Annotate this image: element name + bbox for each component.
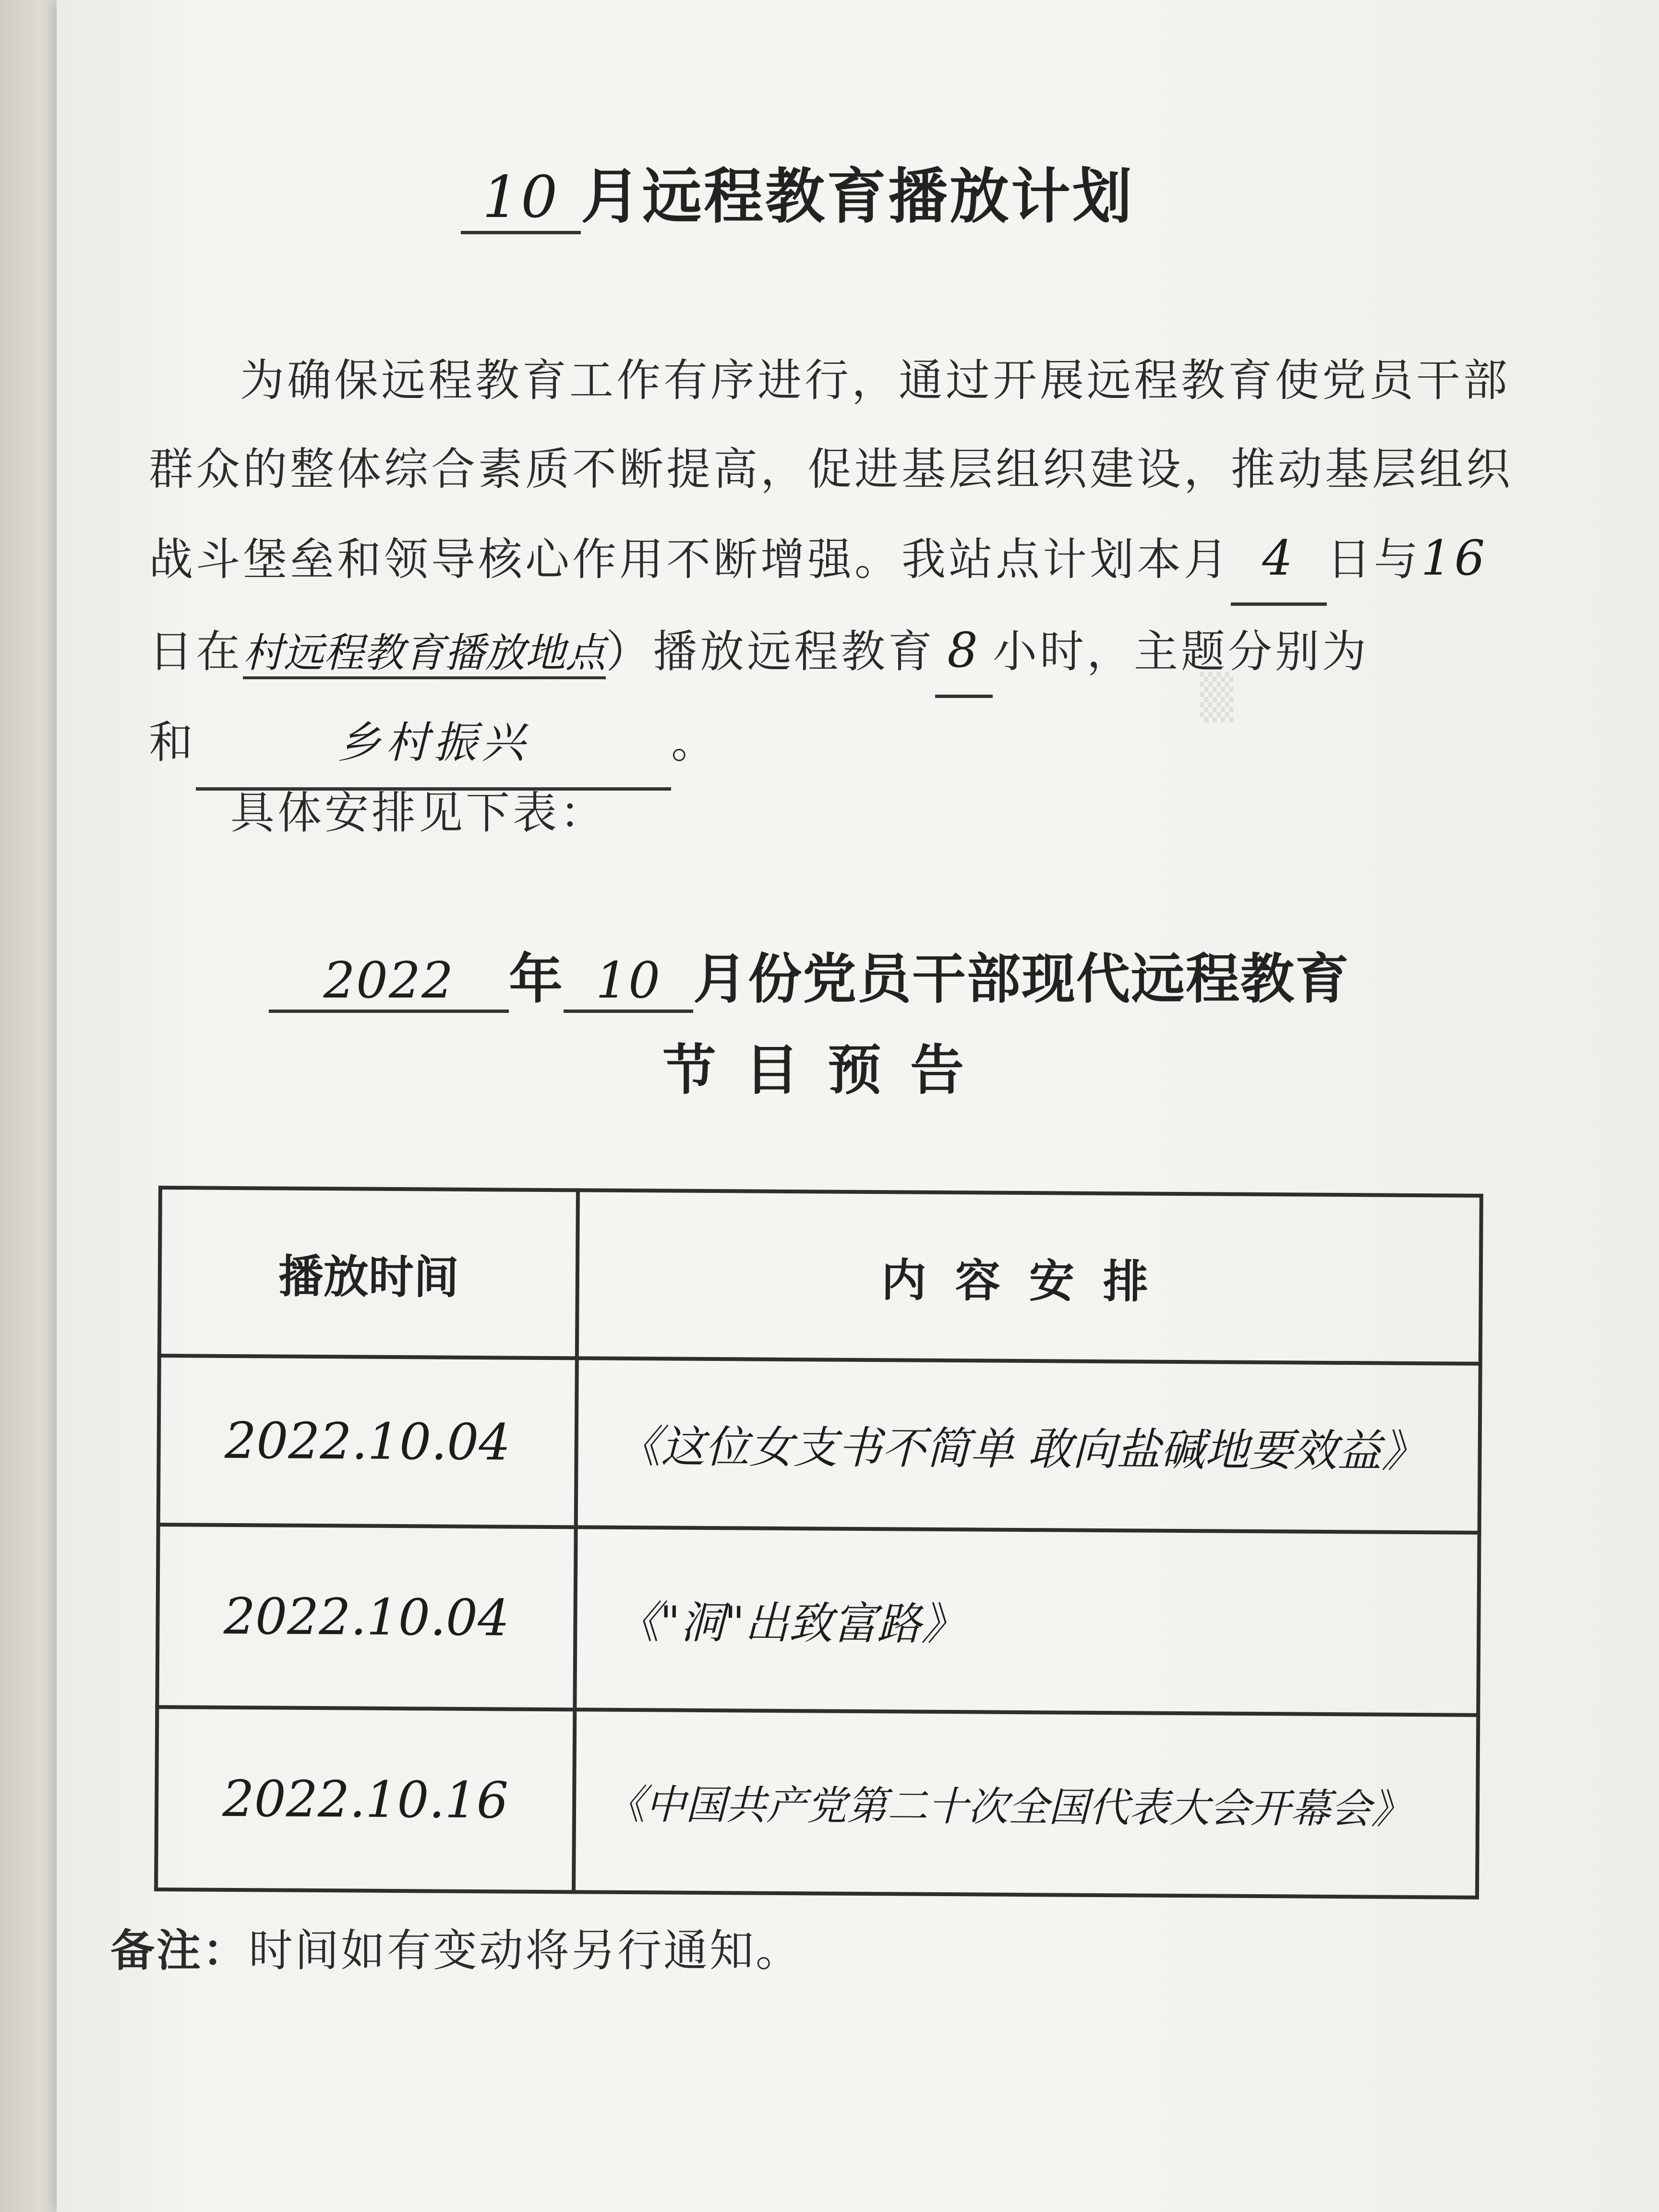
table-row — [157, 1525, 1479, 1715]
para-line-1: 为确保远程教育工作有序进行，通过开展远程教育使党员干部 — [240, 355, 1511, 406]
title-month-blank: 10 — [461, 164, 581, 234]
para-line-2: 群众的整体综合素质不断提高，促进基层组织建设，推动基层组织 — [149, 444, 1514, 495]
row-1-date: 2022.10.04 — [158, 1356, 577, 1527]
remark-label: 备注： — [110, 1925, 249, 1976]
header-broadcast-time: 播放时间 — [159, 1188, 578, 1358]
para-line-4-text: 日在 — [149, 626, 243, 677]
title-suffix: 月远程教育播放计划 — [581, 162, 1134, 231]
para-line-4 — [149, 606, 1512, 698]
table-row — [156, 1707, 1478, 1898]
remark-text: 时间如有变动将另行通知。 — [249, 1925, 802, 1976]
month-suffix: 月份党员干部现代远程教育 — [693, 948, 1350, 1010]
page-title — [461, 149, 1134, 234]
see-table-note: 具体安排见下表： — [230, 787, 607, 839]
book-spine — [0, 0, 57, 2212]
para-line-3 — [149, 514, 1512, 606]
place-handwritten: 村远程教育播放地点 — [243, 629, 606, 679]
row-3-content: 《中国共产党第二十次全国代表大会开幕会》 — [574, 1709, 1478, 1897]
show-through-decoration: ▒ — [1200, 672, 1234, 722]
table-header-row — [159, 1188, 1481, 1364]
theme-blank: 乡村振兴 — [196, 698, 671, 791]
day1-blank: 4 — [1231, 514, 1327, 606]
para-line-3-mid: 日与 — [1327, 534, 1421, 585]
para-line-5 — [149, 698, 1512, 791]
table-row — [158, 1356, 1480, 1533]
para-line-5-text: 和 — [149, 717, 196, 768]
row-2-content: 《"洞"出致富路》 — [575, 1527, 1479, 1715]
year-blank: 2022 — [269, 951, 509, 1013]
row-1-content: 《这位女支书不简单 敢向盐碱地要效益》 — [576, 1358, 1480, 1532]
row-3-date: 2022.10.16 — [156, 1707, 575, 1892]
schedule-title — [269, 936, 1350, 1013]
program-preview-heading: 节目预告 — [662, 1039, 993, 1102]
schedule-table — [154, 1186, 1483, 1899]
year-suffix: 年 — [509, 948, 564, 1010]
para-line-4-mid: ）播放远程教育 — [606, 626, 936, 677]
intro-paragraph — [149, 336, 1512, 791]
para-line-4-end: 小时，主题分别为 — [993, 626, 1370, 677]
row-2-date: 2022.10.04 — [157, 1525, 576, 1709]
para-line-3-text: 战斗堡垒和领导核心作用不断增强。我站点计划本月 — [149, 534, 1231, 585]
header-content: 内容安排 — [577, 1190, 1481, 1363]
remark-line — [110, 1915, 802, 1979]
day2-handwritten: 16 — [1421, 530, 1488, 586]
month-blank: 10 — [564, 951, 693, 1013]
para-line-5-end: 。 — [671, 717, 719, 768]
hours-blank: 8 — [935, 606, 993, 698]
